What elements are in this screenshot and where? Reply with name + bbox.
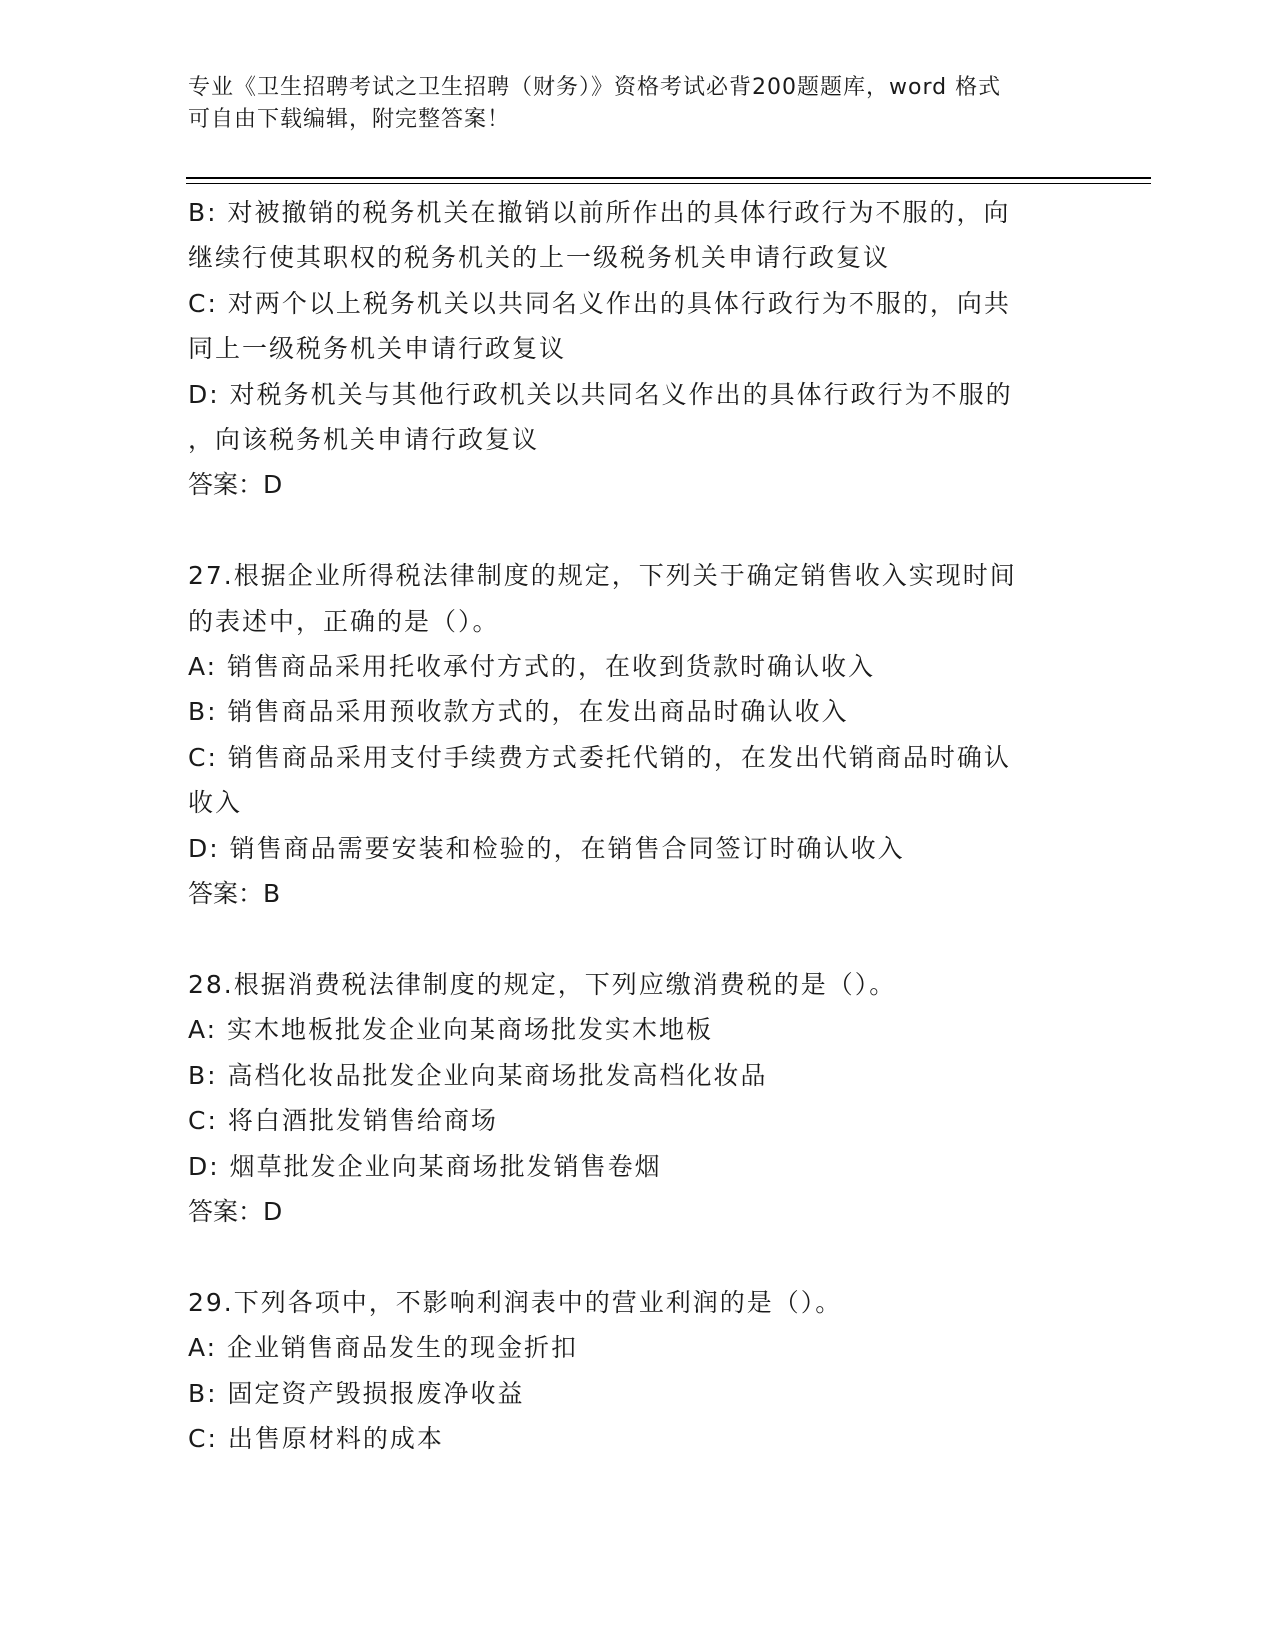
answer-label: 答案：B: [188, 879, 281, 909]
spacer: [188, 508, 1088, 553]
option-d: D: 烟草批发企业向某商场批发销售卷烟: [188, 1151, 662, 1181]
answer-label: 答案：D: [188, 470, 283, 500]
option-a: A: 销售商品采用托收承付方式的，在收到货款时确认收入: [188, 652, 876, 682]
option-a: A: 实木地板批发企业向某商场批发实木地板: [188, 1015, 714, 1045]
option-b: B: 销售商品采用预收款方式的，在发出商品时确认收入: [188, 697, 849, 727]
question-stem: 29.下列各项中，不影响利润表中的营业利润的是（）。: [188, 1287, 843, 1317]
header-divider-thin: [186, 183, 1151, 184]
option-b-line-2: 继续行使其职权的税务机关的上一级税务机关申请行政复议: [188, 243, 891, 273]
question-26-continued: [188, 190, 1088, 508]
spacer: [188, 916, 1088, 961]
question-27: [188, 553, 1088, 916]
question-stem-line-1: 27.根据企业所得税法律制度的规定，下列关于确定销售收入实现时间: [188, 561, 1017, 591]
question-28: [188, 962, 1088, 1234]
option-d: D: 销售商品需要安装和检验的，在销售合同签订时确认收入: [188, 833, 905, 863]
option-c-line-2: 同上一级税务机关申请行政复议: [188, 334, 567, 364]
question-stem: 28.根据消费税法律制度的规定，下列应缴消费税的是（）。: [188, 969, 897, 999]
header-divider-thick: [186, 177, 1151, 179]
option-b: B: 固定资产毁损报废净收益: [188, 1378, 525, 1408]
option-c-line-1: C: 对两个以上税务机关以共同名义作出的具体行政行为不服的，向共: [188, 288, 1011, 318]
document-header: [188, 72, 1088, 136]
option-c: C: 出售原材料的成本: [188, 1423, 444, 1453]
question-stem-line-2: 的表述中，正确的是（）。: [188, 606, 500, 636]
question-29: [188, 1280, 1088, 1462]
option-d-line-1: D: 对税务机关与其他行政机关以共同名义作出的具体行政行为不服的: [188, 379, 1013, 409]
option-a: A: 企业销售商品发生的现金折扣: [188, 1333, 579, 1363]
answer-label: 答案：D: [188, 1196, 283, 1226]
document-body: [188, 190, 1088, 1461]
option-b: B: 高档化妆品批发企业向某商场批发高档化妆品: [188, 1060, 768, 1090]
option-d-line-2: ，向该税务机关申请行政复议: [188, 425, 540, 455]
option-b-line-1: B: 对被撤销的税务机关在撤销以前所作出的具体行政行为不服的，向: [188, 198, 1011, 227]
option-c-line-2: 收入: [188, 788, 243, 818]
option-c: C: 将白酒批发销售给商场: [188, 1106, 498, 1136]
header-line-1: 专业《卫生招聘考试之卫生招聘（财务）》资格考试必背200题题库，word 格式: [188, 75, 1002, 100]
header-line-2: 可自由下载编辑，附完整答案！: [188, 107, 511, 132]
spacer: [188, 1234, 1088, 1279]
option-c-line-1: C: 销售商品采用支付手续费方式委托代销的，在发出代销商品时确认: [188, 742, 1011, 772]
